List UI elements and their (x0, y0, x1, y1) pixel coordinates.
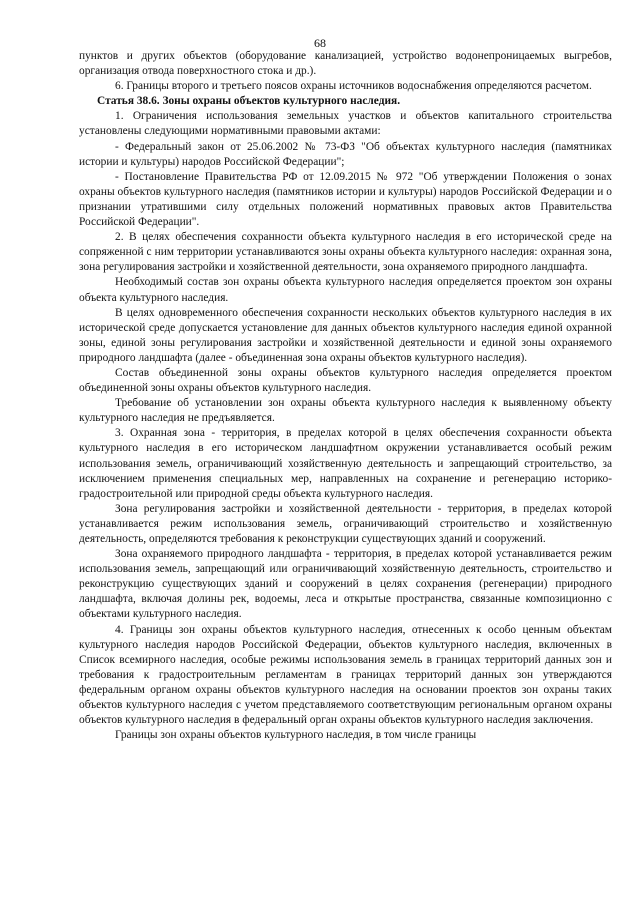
paragraph: Необходимый состав зон охраны объекта культурного наследия определяется проектом зон охраны объекта культурного наследия. (79, 276, 612, 304)
paragraph: пунктов и других объектов (оборудование канализацией, устройство водонепроницаемых выгребов, организация отвода поверхностного стока и др.). (79, 50, 612, 78)
paragraph: Состав объединенной зоны охраны объектов культурного наследия определяется проектом объединенной зоны охраны объектов культурного наследия. (79, 366, 612, 395)
paragraph: 3. Охранная зона - территория, в пределах которой в целях обеспечения сохранности объекта культурного наследия в его историческом ландшафтном окружении устанавливается особый режим использования земель, ограничивающий хозяйственную деятельность и запрещающий строительство, за исключением применения специальных мер, направленных на сохранение и регенерацию историко-градостроительной или природной среды объекта культурного наследия. (79, 427, 612, 500)
paragraph: 2. В целях обеспечения сохранности объекта культурного наследия в его исторической среде на сопряженной с ним территории устанавливаются зоны охраны объекта культурного наследия: охранная зона, зона регулирования застройки и хозяйственной деятельности, зона охраняемого природного ландшафта. (79, 231, 612, 274)
paragraph: Зона охраняемого природного ландшафта - территория, в пределах которой устанавливается режим использования земель, запрещающий или ограничивающий хозяйственную деятельность, строительство и реконструкцию существующих зданий и сооружений в целях сохранения (регенерации) природного ландшафта, включая долины рек, водоемы, леса и открытые пространства, связанные композиционно с объектами культурного наследия. (79, 548, 612, 621)
list-item: - Постановление Правительства РФ от 12.09.2015 № 972 "Об утверждении Положения о зонах охраны объектов культурного наследия (памятников истории и культуры) народов Российской Федерации и о признании утратившими силу отдельных положений нормативных правовых актов Правительства Российской Федерации". (79, 170, 612, 229)
paragraph: 4. Границы зон охраны объектов культурного наследия, отнесенных к особо ценным объектам культурного наследия народов Российской Федерации, объектов культурного наследия, включенных в Список всемирного наследия, особые режимы использования земель в границах территорий данных зон и требования к градостроительным регламентам в границах территорий данных зон утверждаются федеральным органом охраны объектов культурного наследия на основании проектов зон охраны таких объектов культурного наследия с учетом представляемого соответствующим региональным органом охраны объектов культурного наследия в федеральный орган охраны объектов культурного наследия заключения. (79, 623, 612, 727)
paragraph: 6. Границы второго и третьего поясов охраны источников водоснабжения определяются расчетом. (115, 80, 592, 93)
document-body (79, 49, 612, 743)
paragraph: Зона регулирования застройки и хозяйственной деятельности - территория, в пределах которой устанавливается режим использования земель, ограничивающий строительство и хозяйственную деятельность, определяются требования к реконструкции существующих зданий и сооружений. (79, 502, 612, 545)
list-item: - Федеральный закон от 25.06.2002 № 73-ФЗ "Об объектах культурного наследия (памятниках истории и культуры) народов Российской Федерации"; (79, 140, 612, 168)
paragraph: Требование об установлении зон охраны объекта культурного наследия к выявленному объекту культурного наследия не предъявляется. (79, 397, 612, 425)
paragraph: Границы зон охраны объектов культурного наследия, в том числе границы (115, 729, 477, 742)
paragraph: 1. Ограничения использования земельных участков и объектов капитального строительства установлены следующими нормативными правовыми актами: (79, 110, 612, 138)
paragraph: В целях одновременного обеспечения сохранности нескольких объектов культурного наследия в их исторической среде допускается установление для данных объектов культурного наследия единой охранной зоны, единой зоны регулирования застройки и хозяйственной деятельности и единой зоны охраняемого природного ландшафта (далее - объединенная зона охраны объектов культурного наследия). (79, 306, 612, 364)
page-number: 68 (314, 36, 326, 50)
article-heading: Статья 38.6. Зоны охраны объектов культурного наследия. (97, 95, 401, 108)
